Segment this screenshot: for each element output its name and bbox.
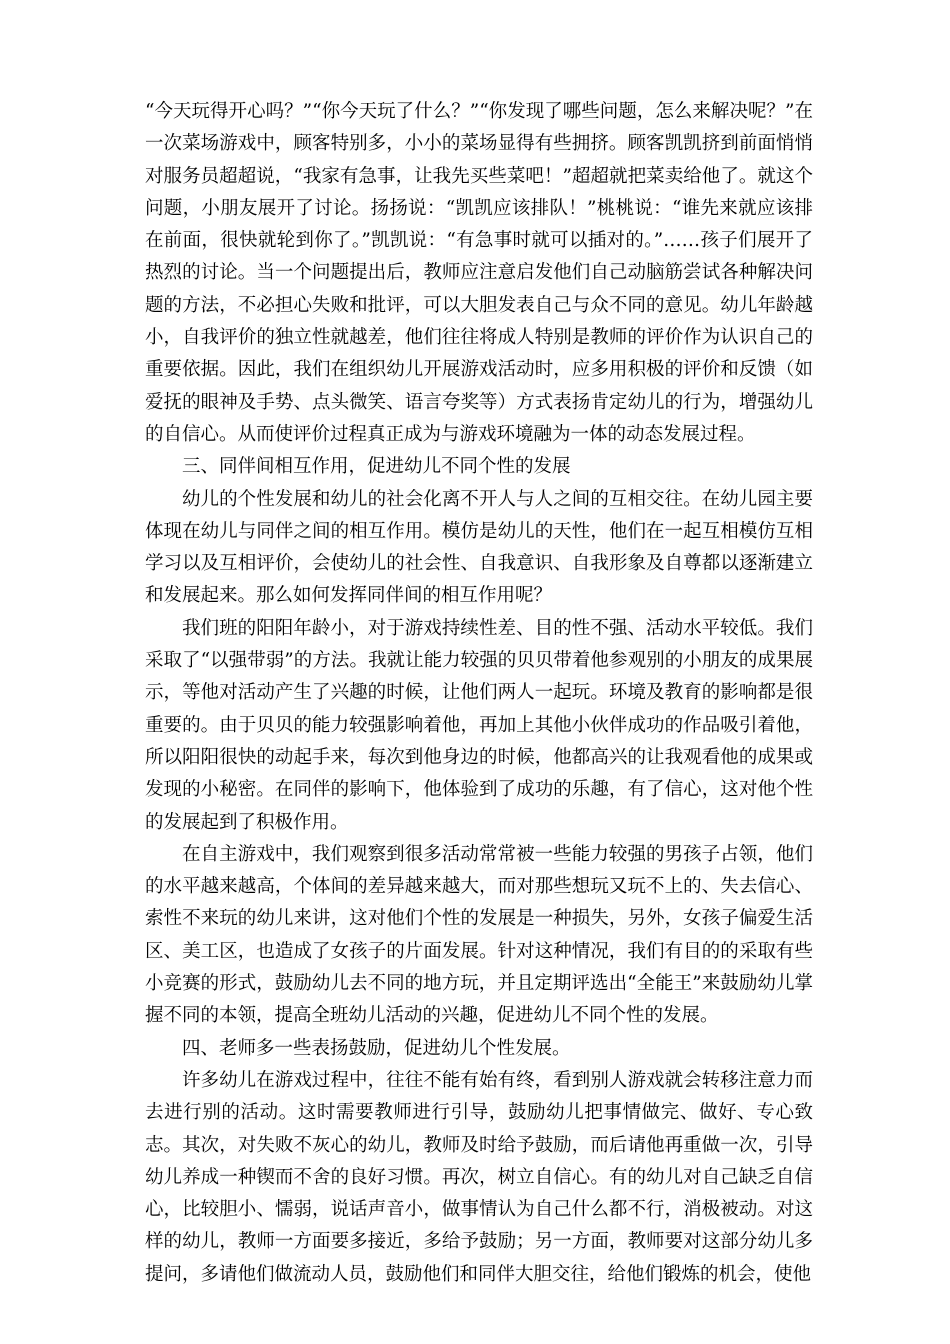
- paragraph-autonomous-play: 在自主游戏中，我们观察到很多活动常常被一些能力较强的男孩子占领，他们的水平越来越高，个体间的差异越来越大，而对那些想玩又玩不上的、失去信心、索性不来玩的幼儿来讲，这对他们个性的发展是一种损失，另外，女孩子偏爱生活区、美工区，也造成了女孩子的片面发展。针对这种情况，我们有目的的采取有些小竞赛的形式，鼓励幼儿去不同的地方玩，并且定期评选出“全能王”来鼓励幼儿掌握不同的本领，提高全班幼儿活动的兴趣，促进幼儿不同个性的发展。: [145, 843, 813, 1027]
- paragraph-yangyang-example: 我们班的阳阳年龄小，对于游戏持续性差、目的性不强、活动水平较低。我们采取了“以强带弱”的方法。我就让能力较强的贝贝带着他参观别的小朋友的成果展示，等他对活动产生了兴趣的时候，让他们两人一起玩。环境及教育的影响都是很重要的。由于贝贝的能力较强影响着他，再加上其他小伙伴成功的作品吸引着他，所以阳阳很快的动起手来，每次到他身边的时候，他都高兴的让我观看他的成果或发现的小秘密。在同伴的影响下，他体验到了成功的乐趣，有了信心，这对他个性的发展起到了积极作用。: [145, 617, 813, 833]
- paragraph-teacher-encouragement: 许多幼儿在游戏过程中，往往不能有始有终，看到别人游戏就会转移注意力而去进行别的活动。这时需要教师进行引导，鼓励幼儿把事情做完、做好、专心致志。其次，对失败不灰心的幼儿，教师及时给予鼓励，而后请他再重做一次，引导幼儿养成一种锲而不舍的良好习惯。再次，树立自信心。有的幼儿对自己缺乏自信心，比较胆小、懦弱，说话声音小，做事情认为自己什么都不行，消极被动。对这样的幼儿，教师一方面要多接近，多给予鼓励；另一方面，教师要对这部分幼儿多提问，多请他们做流动人员，鼓励他们和同伴大胆交往，给他们锻炼的机会，使他: [145, 1069, 813, 1285]
- document-page: [145, 96, 813, 1291]
- paragraph-peer-interaction-intro: 幼儿的个性发展和幼儿的社会化离不开人与人之间的互相交往。在幼儿园主要体现在幼儿与同伴之间的相互作用。模仿是幼儿的天性，他们在一起互相模仿互相学习以及互相评价，会使幼儿的社会性、自我意识、自我形象及自尊都以逐渐建立和发展起来。那么如何发挥同伴间的相互作用呢？: [145, 488, 813, 607]
- section-heading-peer-interaction: 三、同伴间相互作用，促进幼儿不同个性的发展: [182, 456, 571, 478]
- paragraph-dialogue-discussion: “今天玩得开心吗？”“你今天玩了什么？”“你发现了哪些问题，怎么来解决呢？”在一次菜场游戏中，顾客特别多，小小的菜场显得有些拥挤。顾客凯凯挤到前面悄悄对服务员超超说，“我家有急事，让我先买些菜吧！”超超就把菜卖给他了。就这个问题，小朋友展开了讨论。扬扬说：“凯凯应该排队！”桃桃说：“谁先来就应该排在前面，很快就轮到你了。”凯凯说：“有急事时就可以插对的。”……孩子们展开了热烈的讨论。当一个问题提出后，教师应注意启发他们自己动脑筋尝试各种解决问题的方法，不必担心失败和批评，可以大胆发表自己与众不同的意见。幼儿年龄越小，自我评价的独立性就越差，他们往往将成人特别是教师的评价作为认识自己的重要依据。因此，我们在组织幼儿开展游戏活动时，应多用积极的评价和反馈（如爱抚的眼神及手势、点头微笑、语言夸奖等）方式表扬肯定幼儿的行为，增强幼儿的自信心。从而使评价过程真正成为与游戏环境融为一体的动态发展过程。: [145, 101, 813, 445]
- section-heading-teacher-praise: 四、老师多一些表扬鼓励，促进幼儿个性发展。: [182, 1037, 571, 1059]
